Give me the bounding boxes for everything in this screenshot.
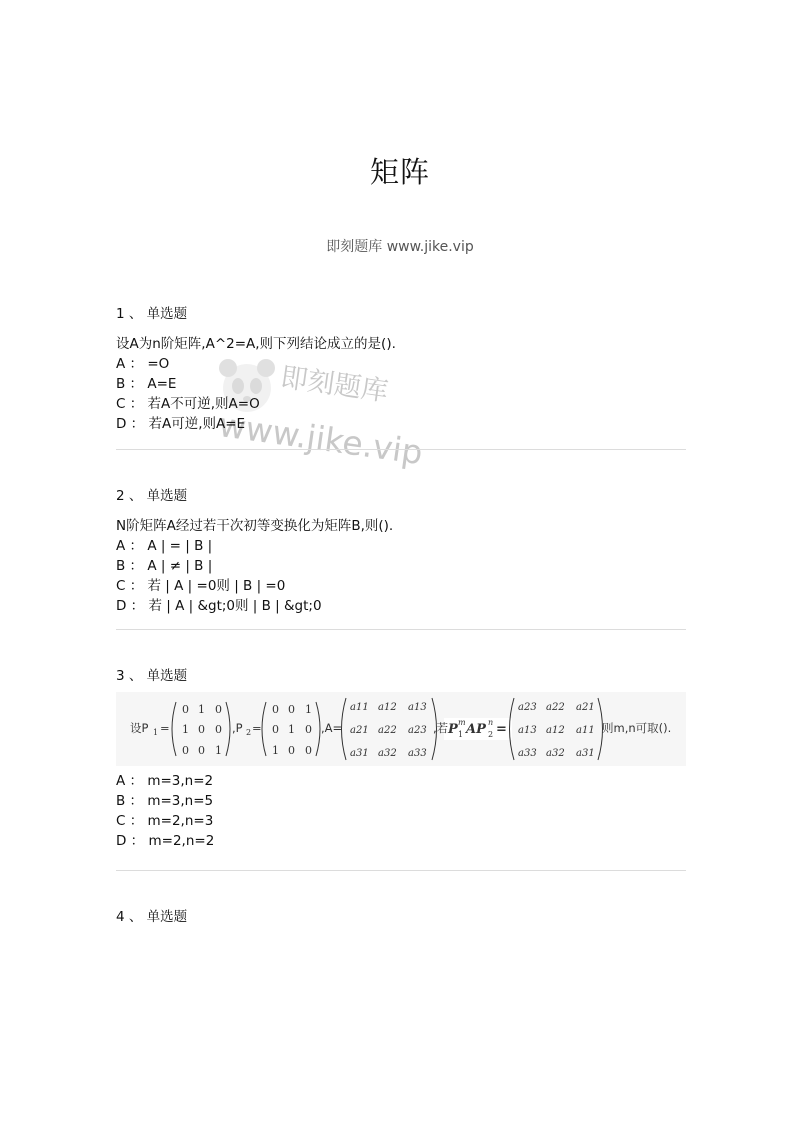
matrix-cell: 1 <box>198 703 205 716</box>
matrix-cell: a32 <box>378 748 397 759</box>
equals-sign: = <box>496 722 507 737</box>
matrix-cell: 0 <box>215 703 222 716</box>
option-d[interactable]: D ： 若A可逆,则A=E <box>116 416 246 432</box>
question-header: 2 、 单选题 <box>116 488 188 504</box>
matrix-cell: 0 <box>288 703 295 716</box>
option-c[interactable]: C ： 若 | A | =0则 | B | =0 <box>116 578 286 594</box>
divider <box>116 870 686 871</box>
matrix-cell: a32 <box>546 748 565 759</box>
matrix-cell: a31 <box>350 748 369 759</box>
matrix-cell: a23 <box>518 702 537 713</box>
matrix-cell: 0 <box>198 744 205 757</box>
matrix-result <box>510 698 603 760</box>
divider <box>116 629 686 630</box>
if-text: ,若 <box>433 721 449 735</box>
matrix-cell: a11 <box>350 702 369 713</box>
matrix-cell: a11 <box>576 725 595 736</box>
question-header: 3 、 单选题 <box>116 668 188 684</box>
page-title: 矩阵 <box>369 155 430 189</box>
option-d[interactable]: D ： m=2,n=2 <box>116 833 215 849</box>
question-header: 1 、 单选题 <box>116 306 188 322</box>
matrix-cell: 1 <box>272 744 279 757</box>
question-1 <box>116 304 686 434</box>
matrix-cell: a31 <box>576 748 595 759</box>
option-a[interactable]: A ： A | = | B | <box>116 538 213 554</box>
matrix-cell: 0 <box>182 703 189 716</box>
matrix-cell: a23 <box>408 725 427 736</box>
matrix-cell: 0 <box>272 723 279 736</box>
p2-subscript-2: 2 <box>488 730 494 739</box>
question-3-options <box>116 771 686 851</box>
option-c[interactable]: C ： m=2,n=3 <box>116 813 214 829</box>
matrix-cell: a13 <box>408 702 427 713</box>
option-c[interactable]: C ： 若A不可逆,则A=O <box>116 396 260 412</box>
ap-bold: AP <box>466 722 486 737</box>
matrix-cell: a33 <box>518 748 537 759</box>
option-b[interactable]: B ： m=3,n=5 <box>116 793 214 809</box>
matrix-cell: a13 <box>518 725 537 736</box>
matrix-cell: a22 <box>546 702 565 713</box>
p1-subscript-2: 1 <box>458 730 464 739</box>
option-b[interactable]: B ： A | ≠ | B | <box>116 558 213 574</box>
matrix-p2 <box>262 702 320 757</box>
matrix-cell: a12 <box>378 702 397 713</box>
question-4 <box>116 907 686 927</box>
matrix-cell: a12 <box>546 725 565 736</box>
matrix-cell: 0 <box>198 723 205 736</box>
matrix-cell: a33 <box>408 748 427 759</box>
a-label: ,A= <box>321 721 343 735</box>
watermark-line1: 即刻题库 <box>278 361 390 408</box>
matrix-cell: 0 <box>182 744 189 757</box>
matrix-cell: a21 <box>576 702 595 713</box>
question-3-header <box>116 666 686 686</box>
matrix-cell: 0 <box>305 744 312 757</box>
matrix-cell: 1 <box>182 723 189 736</box>
matrix-cell: 0 <box>288 744 295 757</box>
n-superscript: n <box>488 718 494 727</box>
equals-sign: = <box>252 721 262 735</box>
option-a[interactable]: A ： m=3,n=2 <box>116 773 214 789</box>
matrix-cell: 0 <box>272 703 279 716</box>
option-d[interactable]: D ： 若 | A | &gt;0则 | B | &gt;0 <box>116 598 322 614</box>
matrix-a <box>342 698 437 760</box>
p1-subscript: 1 <box>153 728 159 737</box>
p-bold: P <box>448 722 458 737</box>
matrix-cell: 1 <box>305 703 312 716</box>
matrix-cell: a22 <box>378 725 397 736</box>
matrix-cell: 1 <box>215 744 222 757</box>
option-a[interactable]: A ： =O <box>116 356 170 372</box>
question-stem: 设A为n阶矩阵,A^2=A,则下列结论成立的是(). <box>116 336 396 352</box>
matrix-cell: a21 <box>350 725 369 736</box>
option-b[interactable]: B ： A=E <box>116 376 177 392</box>
m-superscript: m <box>458 718 466 727</box>
question-2 <box>116 486 686 616</box>
page-subtitle: 即刻题库 www.jike.vip <box>326 239 474 255</box>
p2-label: ,P <box>232 721 243 735</box>
matrix-cell: 0 <box>215 723 222 736</box>
question-stem: N阶矩阵A经过若干次初等变换化为矩阵B,则(). <box>116 518 394 534</box>
matrix-cell: 0 <box>305 723 312 736</box>
question-header: 4 、 单选题 <box>116 909 188 925</box>
divider <box>116 449 686 450</box>
p2-subscript: 2 <box>246 728 252 737</box>
equals-sign: = <box>160 721 170 735</box>
matrix-p1 <box>172 702 230 757</box>
watermark-line2: www.jike.vip <box>216 405 426 473</box>
question-3-stem-image <box>116 692 686 766</box>
matrix-cell: 1 <box>288 723 295 736</box>
stem-prefix: 设P <box>130 721 149 735</box>
stem-suffix: 则m,n可取(). <box>602 721 672 735</box>
